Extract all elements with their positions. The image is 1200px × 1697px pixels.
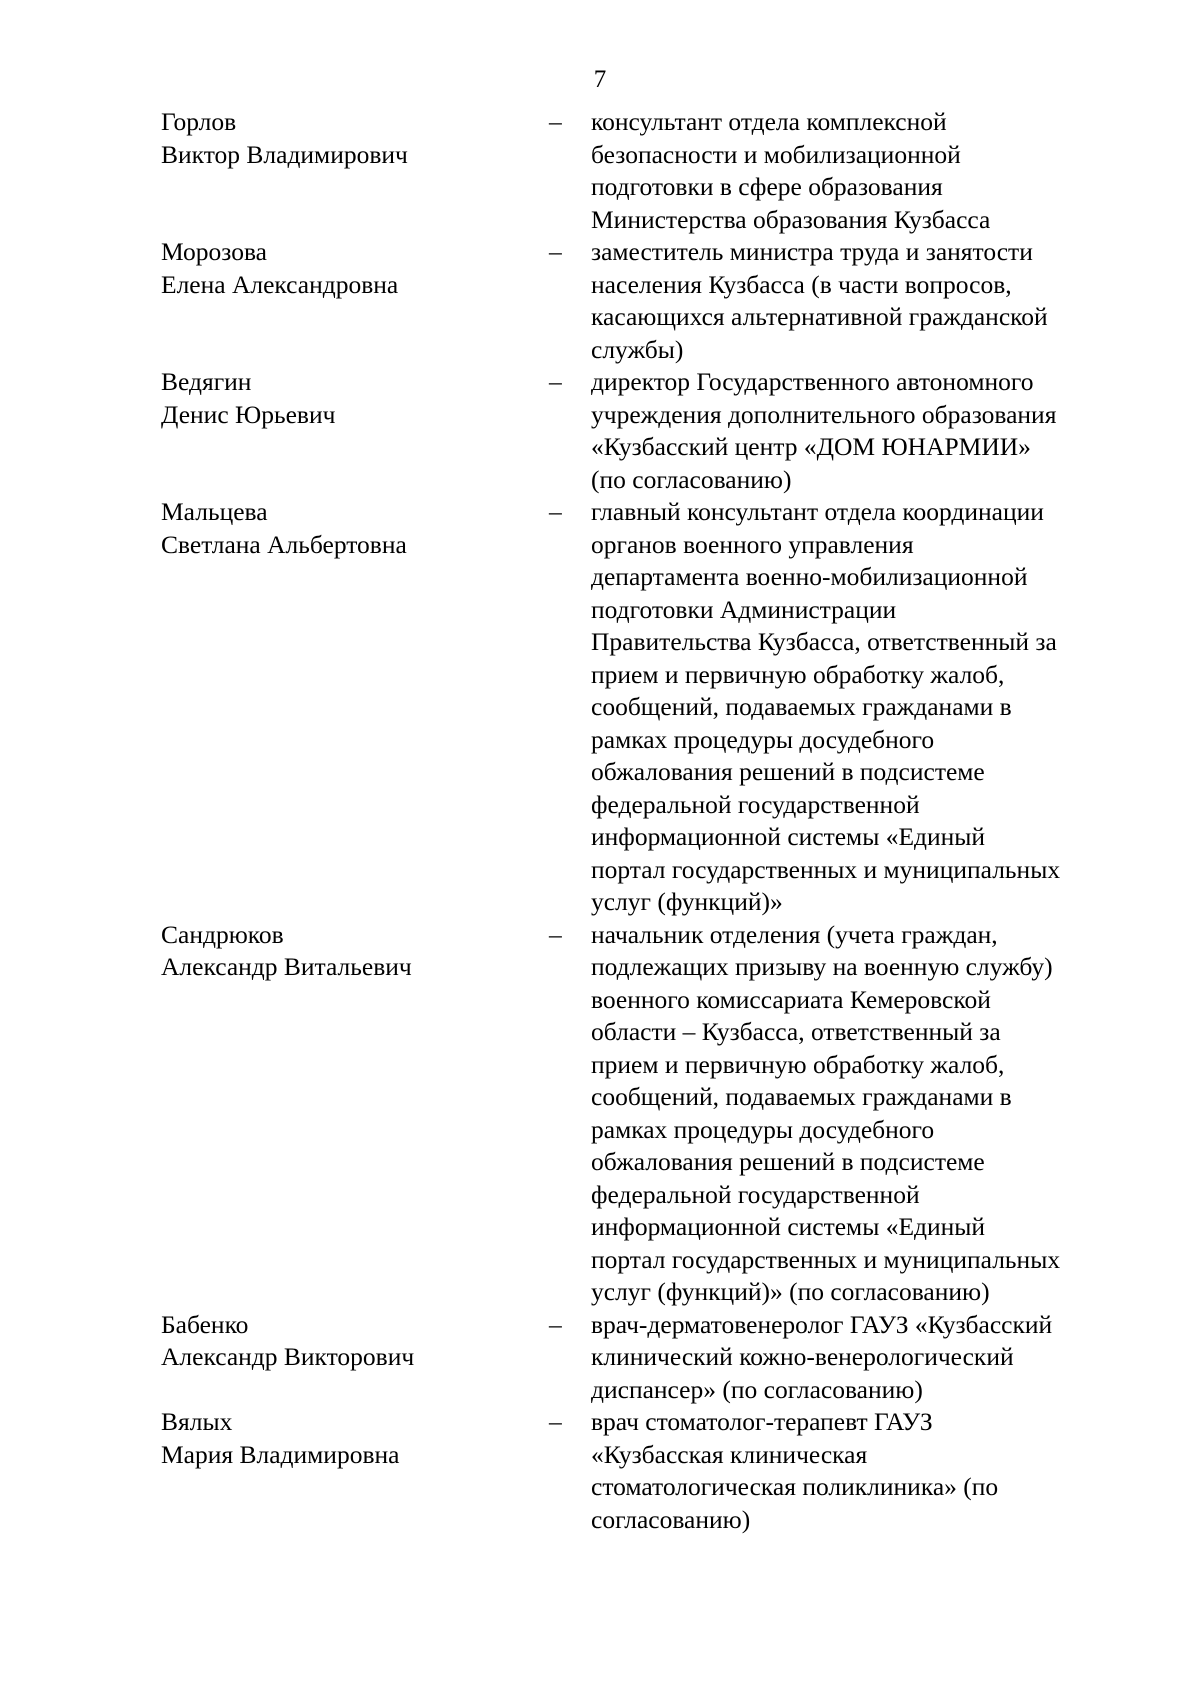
position-line: сообщений, подаваемых гражданами в <box>591 692 1012 721</box>
member-given-names: Елена Александровна <box>161 269 399 299</box>
position-line: военного комиссариата Кемеровской <box>591 984 991 1014</box>
separator-dash: – <box>549 1309 562 1339</box>
position-line: рамках процедуры досудебного <box>591 1114 935 1144</box>
member-entry <box>161 106 1131 236</box>
member-name <box>161 366 541 431</box>
position-line: федеральной государственной <box>591 789 920 819</box>
position-line: федеральной государственной <box>591 1179 920 1209</box>
position-line: информационной системы «Единый <box>591 822 986 851</box>
position-line: врач стоматолог-терапевт ГАУЗ <box>591 1407 933 1436</box>
position-line: обжалования решений в подсистеме <box>591 1147 985 1176</box>
member-name <box>161 1309 541 1374</box>
member-surname: Ведягин <box>161 367 252 396</box>
position-line: подготовки в сфере образования <box>591 172 943 201</box>
member-position <box>591 106 1131 236</box>
member-name <box>161 919 541 984</box>
member-given-names: Мария Владимировна <box>161 1439 400 1469</box>
member-given-names: Денис Юрьевич <box>161 399 336 429</box>
member-entry <box>161 496 1131 919</box>
position-line: «Кузбасский центр «ДОМ ЮНАРМИИ» <box>591 432 1031 461</box>
position-line: начальник отделения (учета граждан, <box>591 919 998 949</box>
position-line: диспансер» (по согласованию) <box>591 1374 923 1404</box>
position-line: департамента военно-мобилизационной <box>591 562 1028 591</box>
position-line: службы) <box>591 334 684 364</box>
member-given-names: Александр Витальевич <box>161 952 412 981</box>
member-name <box>161 236 541 301</box>
position-line: безопасности и мобилизационной <box>591 139 961 169</box>
position-line: директор Государственного автономного <box>591 367 1034 396</box>
member-name <box>161 106 541 171</box>
member-surname: Мальцева <box>161 497 268 526</box>
position-line: заместитель министра труда и занятости <box>591 237 1033 266</box>
position-line: портал государственных и муниципальных <box>591 1244 1061 1274</box>
position-line: области – Кузбасса, ответственный за <box>591 1017 1001 1046</box>
member-position <box>591 236 1131 366</box>
member-position <box>591 366 1131 496</box>
position-line: стоматологическая поликлиника» (по <box>591 1472 999 1501</box>
member-name <box>161 1406 541 1471</box>
position-line: клинический кожно-венерологический <box>591 1342 1014 1371</box>
member-entry <box>161 1309 1131 1407</box>
separator-dash: – <box>549 919 562 949</box>
position-line: прием и первичную обработку жалоб, <box>591 659 1005 689</box>
member-position <box>591 1406 1131 1536</box>
position-line: прием и первичную обработку жалоб, <box>591 1049 1005 1079</box>
member-entry <box>161 1406 1131 1536</box>
member-entry <box>161 366 1131 496</box>
separator-dash: – <box>549 237 562 266</box>
position-line: консультант отдела комплексной <box>591 107 947 136</box>
position-line: согласованию) <box>591 1504 751 1534</box>
member-position <box>591 496 1131 919</box>
position-line: учреждения дополнительного образования <box>591 399 1057 429</box>
position-line: органов военного управления <box>591 529 914 559</box>
position-line: портал государственных и муниципальных <box>591 854 1061 884</box>
position-line: Правительства Кузбасса, ответственный за <box>591 627 1057 656</box>
position-line: рамках процедуры досудебного <box>591 724 935 754</box>
separator-dash: – <box>549 107 562 136</box>
page-number: 7 <box>593 66 607 93</box>
committee-member-list <box>161 106 1131 1536</box>
member-surname: Бабенко <box>161 1309 249 1339</box>
member-surname: Сандрюков <box>161 919 284 949</box>
position-line: врач-дерматовенеролог ГАУЗ «Кузбасский <box>591 1309 1053 1339</box>
position-line: Министерства образования Кузбасса <box>591 204 991 234</box>
position-line: «Кузбасская клиническая <box>591 1439 868 1469</box>
position-line: подготовки Администрации <box>591 594 897 624</box>
member-surname: Морозова <box>161 237 267 266</box>
member-position <box>591 919 1131 1309</box>
position-line: информационной системы «Единый <box>591 1212 986 1241</box>
position-line: обжалования решений в подсистеме <box>591 757 985 786</box>
member-given-names: Виктор Владимирович <box>161 139 408 169</box>
separator-dash: – <box>549 497 562 526</box>
separator-dash: – <box>549 1407 562 1436</box>
position-line: услуг (функций)» (по согласованию) <box>591 1277 990 1306</box>
member-given-names: Светлана Альбертовна <box>161 529 407 559</box>
member-position <box>591 1309 1131 1407</box>
member-entry <box>161 236 1131 366</box>
member-surname: Горлов <box>161 107 237 136</box>
position-line: (по согласованию) <box>591 464 792 494</box>
member-entry <box>161 919 1131 1309</box>
member-surname: Вялых <box>161 1407 233 1436</box>
position-line: сообщений, подаваемых гражданами в <box>591 1082 1012 1111</box>
position-line: подлежащих призыву на военную службу) <box>591 952 1053 981</box>
position-line: населения Кузбасса (в части вопросов, <box>591 269 1012 299</box>
position-line: услуг (функций)» <box>591 887 783 916</box>
position-line: касающихся альтернативной гражданской <box>591 302 1048 331</box>
member-name <box>161 496 541 561</box>
position-line: главный консультант отдела координации <box>591 497 1044 526</box>
separator-dash: – <box>549 367 562 396</box>
member-given-names: Александр Викторович <box>161 1342 415 1371</box>
